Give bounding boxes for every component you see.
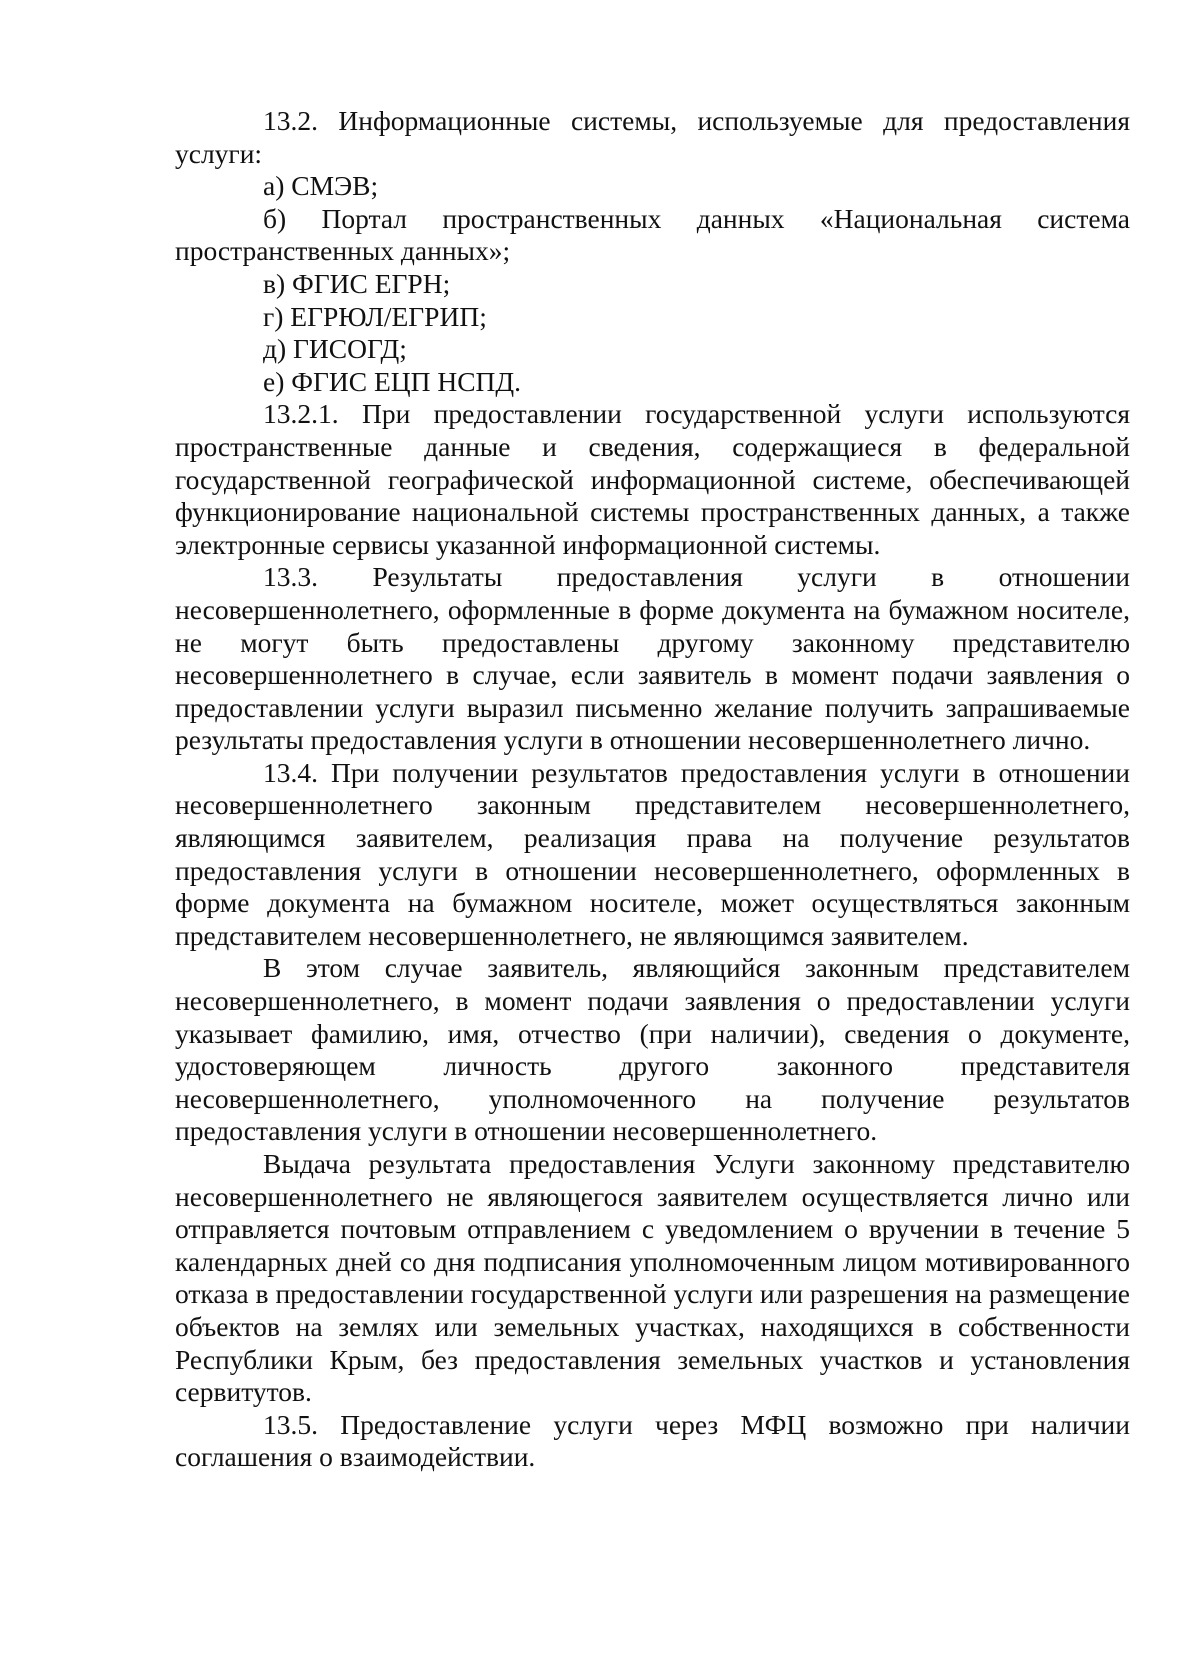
paragraph-13-3: 13.3. Результаты предоставления услуги в отношении несовершеннолетнего, оформленные в форме документа на бумажном носителе, не могут быть предоставлены другому законному представителю несовершеннолетнего в случае, если заявитель в момент подачи заявления о предоставлении услуги выразил письменно желание получить запрашиваемые результаты предоставления услуги в отношении несовершеннолетнего лично. bbox=[175, 561, 1130, 756]
list-item-smev: а) СМЭВ; bbox=[263, 170, 379, 202]
paragraph-13-2-heading: 13.2. Информационные системы, используемые для предоставления услуги: bbox=[175, 105, 1130, 169]
paragraph-13-5: 13.5. Предоставление услуги через МФЦ возможно при наличии соглашения о взаимодействии. bbox=[175, 1408, 1130, 1473]
paragraph-13-4: 13.4. При получении результатов предоставления услуги в отношении несовершеннолетнего законным представителем несовершеннолетнего, являющимся заявителем, реализация права на получение результатов предоставления услуги в отношении несовершеннолетнего, оформленных в форме документа на бумажном носителе, может осуществляться законным представителем несовершеннолетнего, не являющимся заявителем. bbox=[175, 756, 1130, 951]
paragraph-13-2-1: 13.2.1. При предоставлении государственной услуги используются пространственные данные и сведения, содержащиеся в федеральной государственной географической информационной системе, обеспечивающей функционирование национальной системы пространственных данных, а также электронные сервисы указанной информационной системы. bbox=[175, 398, 1130, 560]
list-item-egrul-egrip: г) ЕГРЮЛ/ЕГРИП; bbox=[263, 300, 487, 332]
paragraph-issue: Выдача результата предоставления Услуги законному представителю несовершеннолетнего не являющегося заявителем осуществляется лично или отправляется почтовым отправлением с уведомлением о вручении в течение 5 календарных дней со дня подписания уполномоченным лицом мотивированного отказа в предоставлении государственной услуги или разрешения на размещение объектов на землях или земельных участках, находящихся в собственности Республики Крым, без предоставления земельных участков и установления сервитутов. bbox=[175, 1148, 1130, 1408]
document-body bbox=[175, 105, 1130, 1474]
paragraph-case: В этом случае заявитель, являющийся законным представителем несовершеннолетнего, в момент подачи заявления о предоставлении услуги указывает фамилию, имя, отчество (при наличии), сведения о документе, удостоверяющем личность другого законного представителя несовершеннолетнего, уполномоченного на получение результатов предоставления услуги в отношении несовершеннолетнего. bbox=[175, 952, 1130, 1147]
list-item-fgis-ecp-nspd: е) ФГИС ЕЦП НСПД. bbox=[263, 365, 522, 397]
list-item-fgis-egrn: в) ФГИС ЕГРН; bbox=[263, 267, 451, 299]
list-item-nspd-portal: б) Портал пространственных данных «Национальная система пространственных данных»; bbox=[175, 202, 1130, 267]
list-item-gisogd: д) ГИСОГД; bbox=[263, 333, 407, 365]
